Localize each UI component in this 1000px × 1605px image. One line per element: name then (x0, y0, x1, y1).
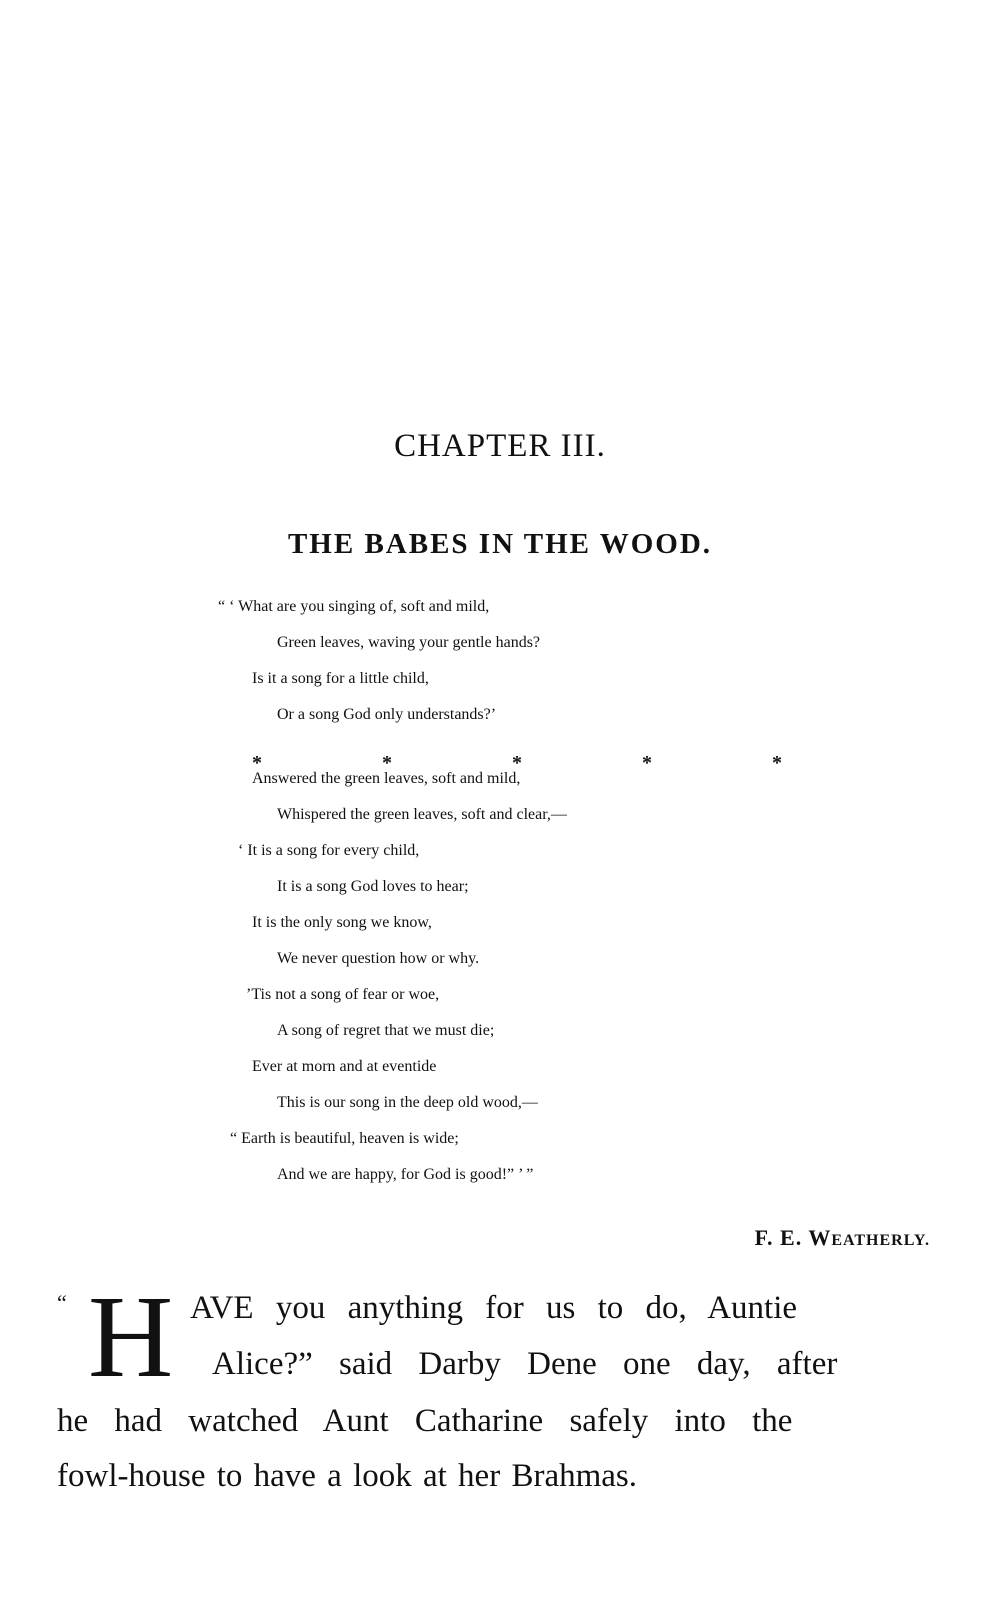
poem-line: “ Earth is beautiful, heaven is wide; (230, 1130, 459, 1147)
asterisk: * (382, 752, 392, 774)
poem-line: It is the only song we know, (252, 914, 432, 931)
poem-line: And we are happy, for God is good!” ’ ” (277, 1166, 534, 1183)
poem-line: A song of regret that we must die; (277, 1022, 495, 1039)
asterisk: * (252, 752, 262, 774)
asterisk: * (512, 752, 522, 774)
prose-line (57, 1458, 917, 1495)
poem-line: Whispered the green leaves, soft and clear,— (277, 806, 567, 823)
drop-cap: H (88, 1271, 174, 1402)
poem-line: ‘ It is a song for every child, (238, 842, 420, 859)
asterisk: * (772, 752, 782, 774)
poem-line: Ever at morn and at eventide (252, 1058, 437, 1075)
asterisk: * (642, 752, 652, 774)
author-surname: EATHERLY. (831, 1232, 930, 1249)
poem-line: We never question how or why. (277, 950, 480, 967)
prose-line-text: Alice?” said Darby Dene one day, after (212, 1346, 838, 1382)
poem-line: ’Tis not a song of fear or woe, (246, 986, 440, 1003)
prose-line (190, 1290, 915, 1327)
opening-quote: “ (57, 1290, 67, 1315)
prose-line-text: fowl-house to have a look at her Brahmas. (57, 1458, 638, 1494)
poem-line: “ ‘ What are you singing of, soft and mild, (218, 598, 490, 615)
poem-author (755, 1225, 930, 1251)
poem-line: It is a song God loves to hear; (277, 878, 469, 895)
prose-line-text: AVE you anything for us to do, Auntie (190, 1290, 798, 1326)
poem-line: Answered the green leaves, soft and mild, (252, 770, 521, 787)
poem-line: This is our song in the deep old wood,— (277, 1094, 538, 1111)
author-initials: F. E. W (754, 1225, 832, 1250)
prose-line (57, 1403, 917, 1440)
poem-line: Or a song God only understands?’ (277, 706, 497, 723)
chapter-heading: CHAPTER III. (394, 428, 606, 464)
poem-line: Green leaves, waving your gentle hands? (277, 634, 541, 651)
prose-line-text: he had watched Aunt Catharine safely into the (57, 1403, 793, 1439)
chapter-title: THE BABES IN THE WOOD. (287, 528, 713, 560)
poem-line: Is it a song for a little child, (252, 670, 429, 687)
prose-line (212, 1346, 915, 1383)
